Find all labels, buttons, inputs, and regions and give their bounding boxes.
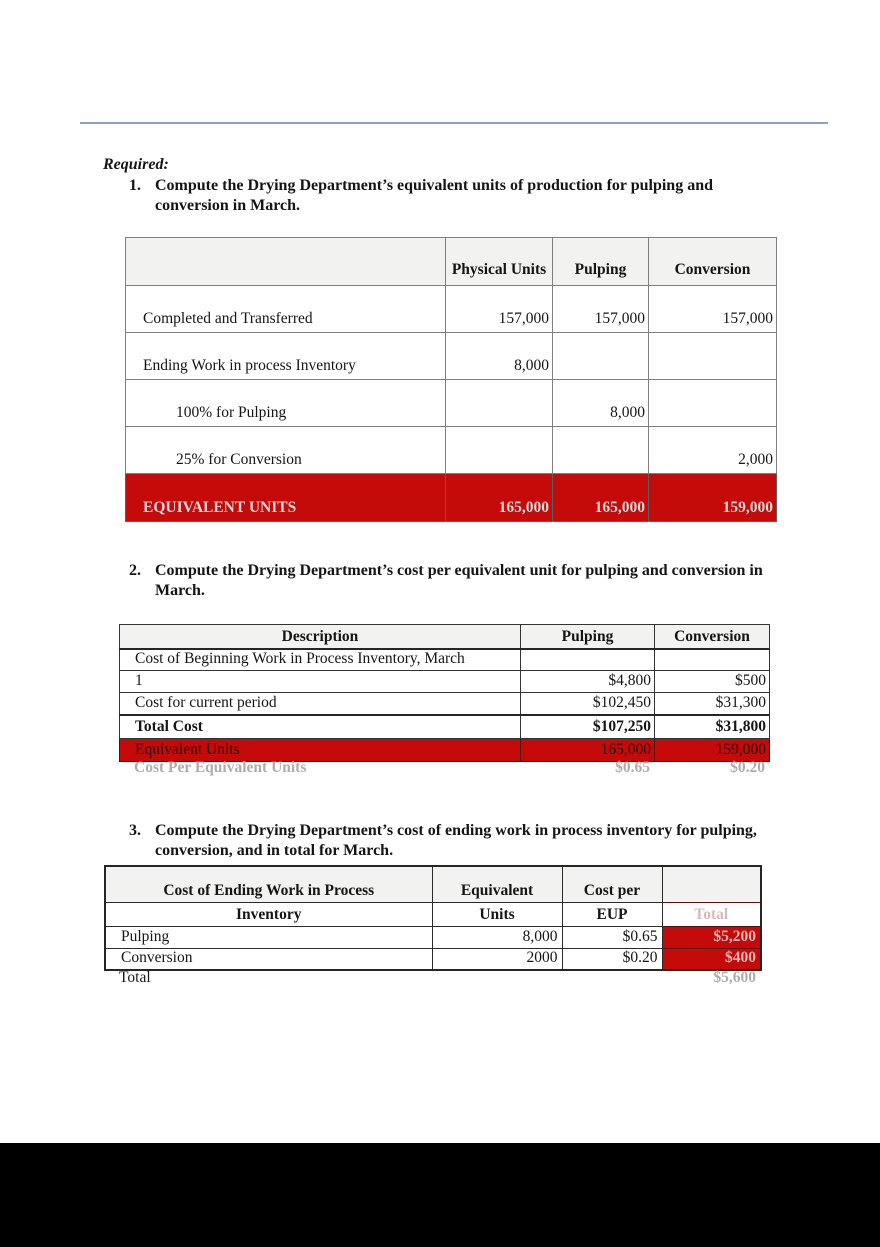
row-label: Conversion bbox=[105, 948, 432, 970]
cell-pulping bbox=[521, 649, 655, 671]
cell-pulping: $107,250 bbox=[521, 715, 655, 739]
instruction-item-1 bbox=[129, 176, 771, 216]
table-row bbox=[126, 380, 777, 427]
header-cell-inventory: Inventory bbox=[105, 902, 432, 926]
table-row bbox=[126, 286, 777, 333]
cell-pulping: 157,000 bbox=[553, 286, 649, 333]
header-cell-eup: EUP bbox=[562, 902, 662, 926]
header-cell-total-blank bbox=[662, 866, 761, 902]
header-cell-pulping: Pulping bbox=[553, 238, 649, 286]
equivalent-units-table bbox=[125, 237, 777, 522]
instruction-item-2 bbox=[129, 561, 771, 601]
cell-conversion: $500 bbox=[655, 671, 770, 693]
cell-pulping bbox=[553, 333, 649, 380]
header-cell-physical-units: Physical Units bbox=[446, 238, 553, 286]
item-text: Compute the Drying Department’s cost per equivalent unit for pulping and conversion in March. bbox=[155, 562, 763, 599]
table-row bbox=[105, 948, 761, 970]
cell-conversion bbox=[655, 649, 770, 671]
cell-conversion bbox=[649, 380, 777, 427]
item-number: 3. bbox=[129, 822, 141, 839]
header-cell-conversion: Conversion bbox=[655, 625, 770, 649]
cell-total: $400 bbox=[662, 948, 761, 970]
cell-pulping: $102,450 bbox=[521, 693, 655, 715]
header-cell-units: Units bbox=[432, 902, 562, 926]
page-bottom-black-band bbox=[0, 1143, 880, 1247]
cell-pulping: 8,000 bbox=[553, 380, 649, 427]
header-cell-pulping: Pulping bbox=[521, 625, 655, 649]
cell-conversion: 159,000 bbox=[649, 474, 777, 522]
cost-per-equivalent-unit-table bbox=[119, 624, 770, 762]
horizontal-rule bbox=[80, 122, 828, 124]
row-label: 25% for Conversion bbox=[126, 427, 446, 474]
row-label: Cost Per Equivalent Units bbox=[134, 759, 307, 776]
cost-per-equivalent-units-row bbox=[119, 759, 769, 777]
row-label: Cost for current period bbox=[120, 693, 521, 715]
cell-total: $5,600 bbox=[713, 969, 756, 986]
table-row bbox=[120, 649, 770, 671]
cell-conversion: 159,000 bbox=[655, 739, 770, 762]
cell-physical bbox=[446, 427, 553, 474]
item-number: 2. bbox=[129, 562, 141, 579]
table-header-row-1 bbox=[105, 866, 761, 902]
cell-pulping: $4,800 bbox=[521, 671, 655, 693]
cell-physical: 8,000 bbox=[446, 333, 553, 380]
header-cell-total: Total bbox=[662, 902, 761, 926]
table-header-row-2 bbox=[105, 902, 761, 926]
cell-units: 2000 bbox=[432, 948, 562, 970]
instruction-item-3 bbox=[129, 821, 771, 861]
cell-cost-per-eup: $0.20 bbox=[562, 948, 662, 970]
item-text: Compute the Drying Department’s equivalent units of production for pulping and conversion in March. bbox=[155, 177, 713, 214]
grand-total-row bbox=[104, 969, 760, 987]
row-label: Completed and Transferred bbox=[126, 286, 446, 333]
item-text: Compute the Drying Department’s cost of ending work in process inventory for pulping, conversion, and in total for March. bbox=[155, 822, 757, 859]
table-header-row bbox=[120, 625, 770, 649]
row-label: Cost of Beginning Work in Process Inventory, March bbox=[120, 649, 521, 671]
row-label: Total Cost bbox=[120, 715, 521, 739]
spacer bbox=[431, 969, 661, 987]
row-label: 100% for Pulping bbox=[126, 380, 446, 427]
table-row bbox=[120, 693, 770, 715]
cell-cost-per-eup: $0.65 bbox=[562, 926, 662, 948]
header-cell-cost-of-ending: Cost of Ending Work in Process bbox=[105, 866, 432, 902]
required-label: Required: bbox=[103, 156, 169, 173]
table-row bbox=[105, 926, 761, 948]
item-number: 1. bbox=[129, 177, 141, 194]
cell-physical: 157,000 bbox=[446, 286, 553, 333]
cell-physical bbox=[446, 380, 553, 427]
header-cell-blank bbox=[126, 238, 446, 286]
header-cell-description: Description bbox=[120, 625, 521, 649]
row-label: Total bbox=[119, 969, 151, 986]
cell-pulping: 165,000 bbox=[553, 474, 649, 522]
cell-conversion: $31,300 bbox=[655, 693, 770, 715]
row-label: Pulping bbox=[105, 926, 432, 948]
ending-wip-cost-table bbox=[104, 865, 762, 971]
table-header-row bbox=[126, 238, 777, 286]
row-label: Equivalent Units bbox=[120, 739, 521, 762]
header-cell-conversion: Conversion bbox=[649, 238, 777, 286]
cell-pulping: 165,000 bbox=[521, 739, 655, 762]
header-cell-equivalent: Equivalent bbox=[432, 866, 562, 902]
row-label: Ending Work in process Inventory bbox=[126, 333, 446, 380]
cell-pulping: $0.65 bbox=[615, 759, 650, 776]
cell-units: 8,000 bbox=[432, 926, 562, 948]
cell-pulping bbox=[553, 427, 649, 474]
cell-conversion: 2,000 bbox=[649, 427, 777, 474]
table-row bbox=[126, 427, 777, 474]
row-label: 1 bbox=[120, 671, 521, 693]
table-row bbox=[120, 671, 770, 693]
cell-total: $5,200 bbox=[662, 926, 761, 948]
total-cost-row bbox=[120, 715, 770, 739]
cell-physical: 165,000 bbox=[446, 474, 553, 522]
table-row bbox=[126, 333, 777, 380]
equivalent-units-total-row bbox=[126, 474, 777, 522]
header-cell-cost-per: Cost per bbox=[562, 866, 662, 902]
cell-conversion: $31,800 bbox=[655, 715, 770, 739]
cell-conversion bbox=[649, 333, 777, 380]
cell-conversion: 157,000 bbox=[649, 286, 777, 333]
cell-conversion: $0.20 bbox=[730, 759, 765, 776]
row-label: EQUIVALENT UNITS bbox=[126, 474, 446, 522]
